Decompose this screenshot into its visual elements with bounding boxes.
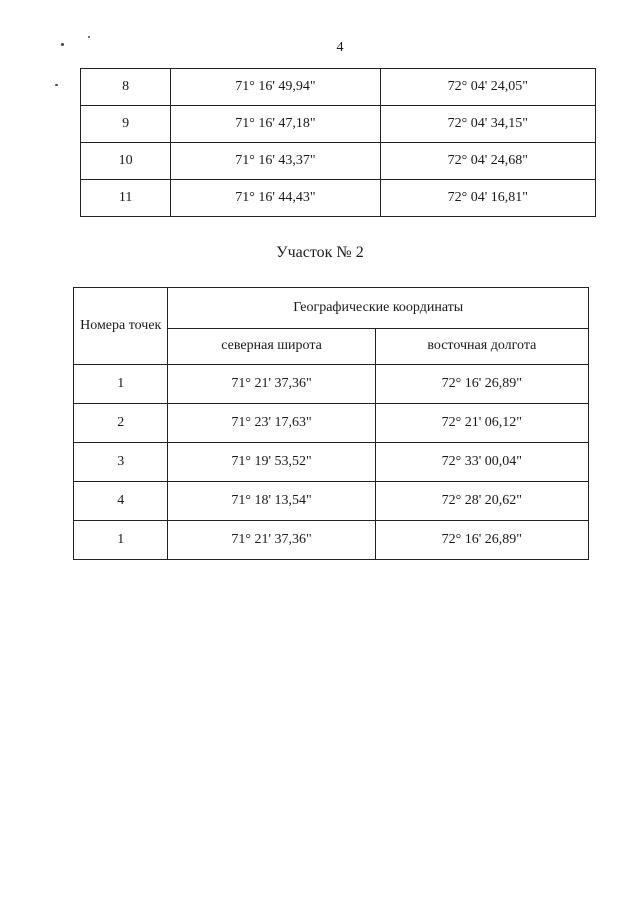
scan-speck [88,36,90,38]
longitude-cell: 72° 04' 16,81" [380,180,595,217]
table-row [74,443,589,482]
longitude-cell: 72° 16' 26,89" [375,521,588,560]
table-row [74,404,589,443]
header-geo-coordinates: Географические координаты [168,288,589,329]
header-point-numbers: Номера точек [74,288,168,365]
section-title: Участок № 2 [276,244,364,261]
longitude-cell: 72° 21' 06,12" [375,404,588,443]
coordinates-table [73,287,589,560]
longitude-cell: 72° 04' 24,05" [380,69,595,106]
header-north-latitude: северная широта [168,328,375,364]
table-row [81,180,596,217]
point-number: 1 [74,365,168,404]
point-number: 8 [81,69,171,106]
coordinates-table-continued [80,68,596,217]
latitude-cell: 71° 19' 53,52" [168,443,375,482]
longitude-cell: 72° 16' 26,89" [375,365,588,404]
longitude-cell: 72° 04' 24,68" [380,143,595,180]
table-row [81,143,596,180]
longitude-cell: 72° 28' 20,62" [375,482,588,521]
point-number: 10 [81,143,171,180]
header-east-longitude: восточная долгота [375,328,588,364]
scan-speck [55,84,58,86]
latitude-cell: 71° 16' 43,37" [171,143,380,180]
latitude-cell: 71° 21' 37,36" [168,521,375,560]
point-number: 9 [81,106,171,143]
table-row [81,106,596,143]
latitude-cell: 71° 16' 44,43" [171,180,380,217]
page-number: 4 [336,40,344,55]
point-number: 11 [81,180,171,217]
latitude-cell: 71° 16' 47,18" [171,106,380,143]
scan-speck [61,43,64,46]
latitude-cell: 71° 23' 17,63" [168,404,375,443]
table-row [81,69,596,106]
latitude-cell: 71° 18' 13,54" [168,482,375,521]
point-number: 2 [74,404,168,443]
longitude-cell: 72° 33' 00,04" [375,443,588,482]
latitude-cell: 71° 16' 49,94" [171,69,380,106]
point-number: 4 [74,482,168,521]
table-row [74,521,589,560]
table-row [74,482,589,521]
point-number: 1 [74,521,168,560]
table-header-row [74,288,589,329]
point-number: 3 [74,443,168,482]
latitude-cell: 71° 21' 37,36" [168,365,375,404]
table-row [74,365,589,404]
longitude-cell: 72° 04' 34,15" [380,106,595,143]
